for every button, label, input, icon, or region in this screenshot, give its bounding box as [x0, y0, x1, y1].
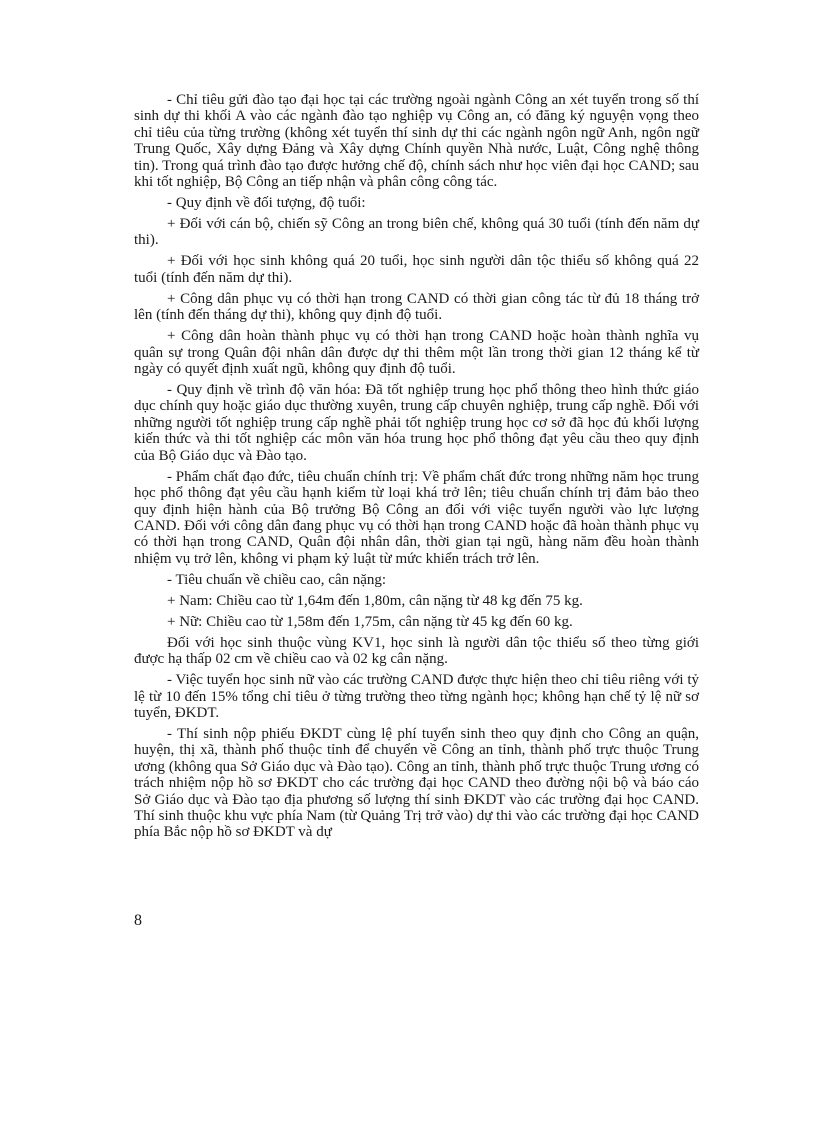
paragraph-female-quota: - Việc tuyển học sinh nữ vào các trường CAND được thực hiện theo chỉ tiêu riêng với tỷ lệ từ 10 đến 15% tổng chỉ tiêu ở từng trường theo từng ngành học; không hạn chế tỷ lệ nữ sơ tuyển, ĐKDT.	[134, 672, 699, 721]
paragraph-age-students: + Đối với học sinh không quá 20 tuổi, học sinh người dân tộc thiểu số không quá 22 tuổi (tính đến năm dự thi).	[134, 253, 699, 286]
paragraph-height-weight-exception: Đối với học sinh thuộc vùng KV1, học sinh là người dân tộc thiểu số theo từng giới được hạ thấp 02 cm về chiều cao và 02 kg cân nặng.	[134, 634, 699, 668]
paragraph-training-quota: - Chỉ tiêu gửi đào tạo đại học tại các trường ngoài ngành Công an xét tuyển trong số thí sinh dự thi khối A vào các ngành đào tạo nghiệp vụ Công an, có đăng ký nguyện vọng theo chỉ tiêu của từng trường (không xét tuyển thí sinh dự thi các ngành ngôn ngữ Anh, ngôn ngữ Trung Quốc, Xây dựng Đảng và Xây dựng Chính quyền Nhà nước, Luật, Công nghệ thông tin). Trong quá trình đào tạo được hưởng chế độ, chính sách như học viên đại học CAND; sau khi tốt nghiệp, Bộ Công an tiếp nhận và phân công công tác.	[134, 92, 699, 191]
page-number: 8	[134, 912, 142, 929]
paragraph-age-service-citizens: + Công dân phục vụ có thời hạn trong CAND có thời gian công tác từ đủ 18 tháng trở lên (tính đến tháng dự thi), không quy định độ tuổi.	[134, 290, 699, 324]
paragraph-age-officers: + Đối với cán bộ, chiến sỹ Công an trong biên chế, không quá 30 tuổi (tính đến năm dự thi).	[134, 216, 699, 249]
paragraph-age-completed-service: + Công dân hoàn thành phục vụ có thời hạn trong CAND hoặc hoàn thành nghĩa vụ quân sự trong Quân đội nhân dân được dự thi thêm một lần trong thời gian 12 tháng kể từ ngày có quyết định xuất ngũ, không quy định độ tuổi.	[134, 328, 699, 378]
paragraph-registration: - Thí sinh nộp phiếu ĐKDT cùng lệ phí tuyển sinh theo quy định cho Công an quận, huyện, thị xã, thành phố thuộc tỉnh để chuyển về Công an tỉnh, thành phố trực thuộc Trung ương (không qua Sở Giáo dục và Đào tạo). Công an tỉnh, thành phố trực thuộc Trung ương có trách nhiệm nộp hồ sơ ĐKDT cho các trường đại học CAND theo đường nội bộ và báo cáo Sở Giáo dục và Đào tạo địa phương số lượng thí sinh ĐKDT vào các trường đại học CAND. Thí sinh thuộc khu vực phía Nam (từ Quảng Trị trở vào) dự thi vào các trường đại học CAND phía Bắc nộp hồ sơ ĐKDT và dự	[134, 725, 699, 841]
document-body	[134, 92, 699, 845]
paragraph-education-level: - Quy định về trình độ văn hóa: Đã tốt nghiệp trung học phổ thông theo hình thức giáo dục chính quy hoặc giáo dục thường xuyên, trung cấp chuyên nghiệp, trung cấp nghề. Đối với những người tốt nghiệp trung cấp nghề phải tốt nghiệp trung học cơ sở đã học đủ khối lượng kiến thức và thi tốt nghiệp các môn văn hóa trung học phổ thông đạt yêu cầu theo quy định của Bộ Giáo dục và Đào tạo.	[134, 382, 699, 464]
paragraph-height-weight-heading: - Tiêu chuẩn về chiều cao, cân nặng:	[167, 571, 387, 588]
paragraph-age-rules-heading: - Quy định về đối tượng, độ tuổi:	[167, 195, 366, 212]
paragraph-height-weight-male: + Nam: Chiều cao từ 1,64m đến 1,80m, cân nặng từ 48 kg đến 75 kg.	[167, 592, 583, 609]
paragraph-ethics-politics: - Phẩm chất đạo đức, tiêu chuẩn chính trị: Về phẩm chất đức trong những năm học trung học phổ thông đạt yêu cầu hạnh kiểm từ loại khá trở lên; tiêu chuẩn chính trị đảm bảo theo quy định hiện hành của Bộ trưởng Bộ Công an đối với việc tuyển người vào lực lượng CAND. Đối với công dân đang phục vụ có thời hạn trong CAND hoặc đã hoàn thành phục vụ có thời hạn trong CAND, Quân đội nhân dân, thời gian tại ngũ, hàng năm đều hoàn thành nhiệm vụ trở lên, không vi phạm kỷ luật từ mức khiển trách trở lên.	[134, 468, 699, 567]
paragraph-height-weight-female: + Nữ: Chiều cao từ 1,58m đến 1,75m, cân nặng từ 45 kg đến 60 kg.	[167, 613, 573, 630]
